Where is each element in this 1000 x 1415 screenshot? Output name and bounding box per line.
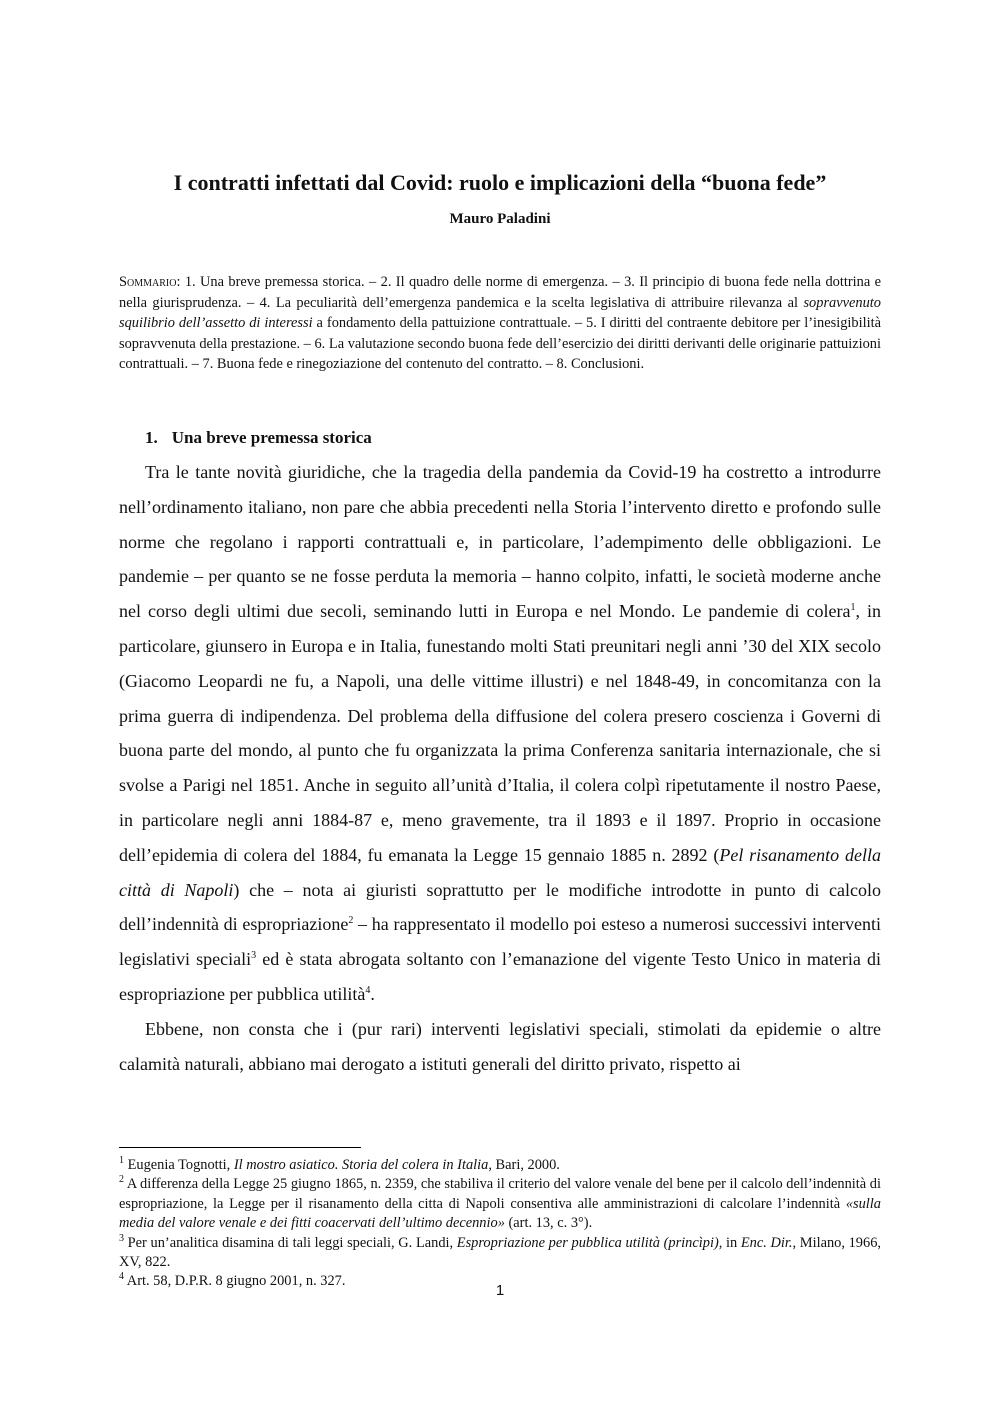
paper-title: I contratti infettati dal Covid: ruolo e implicazioni della “buona fede” [173, 170, 827, 195]
footnote-mark: 1 [119, 1155, 124, 1167]
footnote-text: , Milano, 1966, XV, 822. [119, 1234, 881, 1271]
footnote-divider [119, 1147, 361, 1148]
paragraph-1-text: ) che – nota ai giuristi soprattutto per le modifiche introdotte in punto di calcolo dell’indennità di espropriazione [119, 879, 881, 935]
summary-block [119, 272, 881, 375]
footnote-text: , Bari, 2000. [488, 1157, 560, 1173]
section-heading [145, 428, 386, 448]
summary-label: Sommario [119, 274, 177, 290]
footnote-text: (art. 13, c. 3°). [504, 1215, 593, 1232]
footnote-text: Eugenia Tognotti, [124, 1157, 234, 1173]
footnote-mark: 4 [119, 1271, 124, 1283]
footnote-italic: Enc. Dir. [740, 1234, 793, 1251]
footnote-italic: Il mostro asiatico. Storia del colera in Italia [233, 1157, 489, 1173]
footnote-text: , in [718, 1234, 741, 1251]
body-text [119, 455, 881, 1081]
footnote-italic: Espropriazione per pubblica utilità (princìpi) [456, 1234, 719, 1251]
footnote-italic: «sulla media del valore venale e dei fitti coacervati dell’ultimo decennio» [119, 1195, 881, 1232]
summary-text-2: a fondamento della pattuizione contrattuale. – 5. I diritti del contraente debitore per l’inesigibilità sopravvenuta della prestazione. – 6. La valutazione secondo buona fede dell’esercizio dei diritti derivanti delle originarie pattuizioni contrattuali. – 7. Buona fede e rinegoziazione del contenuto del contratto. – 8. Conclusioni. [119, 315, 881, 372]
section-number: 1. [145, 428, 158, 447]
paragraph-1-text: Tra le tante novità giuridiche, che la tragedia della pandemia da Covid-19 ha costretto a introdurre nell’ordinamento italiano, non pare che abbia precedenti nella Storia l’intervento diretto e profondo sulle norme che regolano i rapporti contrattuali e, in particolare, l’adempimento delle obbligazioni. Le pandemie – per quanto se ne fosse perduta la memoria – hanno colpito, infatti, le società moderne anche nel corso degli ultimi due secoli, seminando lutti in Europa e nel Mondo. Le pandemie di colera [119, 462, 881, 622]
footnote-2 [119, 1175, 881, 1233]
footnote-3 [119, 1234, 881, 1273]
footnote-text: A differenza della Legge 25 giugno 1865, n. 2359, che stabiliva il criterio del valore venale del bene per il calcolo dell’indennità di espropriazione, la Legge per il risanamento della citta di Napoli consentiva alle amministrazioni di calcolare l’indennità [119, 1176, 881, 1212]
paragraph-1-text: – ha rappresentato il modello poi esteso a numerosi successivi interventi legislativi speciali [119, 914, 881, 970]
author-name: Mauro Paladini [449, 211, 551, 227]
summary-text-1: : 1. Una breve premessa storica. – 2. Il quadro delle norme di emergenza. – 3. Il principio di buona fede nella dottrina e nella giurisprudenza. – 4. La peculiarità dell’emergenza pandemica e la scelta legislativa di attribuire rilevanza al [119, 274, 881, 311]
paragraph-1-text: ed è stata abrogata soltanto con l’emanazione del vigente Testo Unico in materia di espropriazione per pubblica utilità [119, 949, 881, 1004]
footnote-ref-2[interactable]: 2 [348, 915, 354, 927]
footnotes [119, 1156, 881, 1292]
paragraph-1-text: . [370, 983, 375, 1004]
footnote-text: Art. 58, D.P.R. 8 giugno 2001, n. 327. [124, 1273, 346, 1290]
page-number: 1 [495, 1282, 505, 1299]
paragraph-1-text: , in particolare, giunsero in Europa e in Italia, funestando molti Stati preunitari negli anni ’30 del XIX secolo (Giacomo Leopardi ne fu, a Napoli, una delle vittime illustri) e nel 1848-49, in concomitanza con la prima guerra di indipendenza. Del problema della diffusione del colera presero coscienza i Governi di buona parte del mondo, al punto che fu organizzata la prima Conferenza sanitaria internazionale, che si svolse a Parigi nel 1851. Anche in seguito all’unità d’Italia, il colera colpì ripetutamente il nostro Paese, in particolare negli anni 1884-87 e, meno gravemente, tra il 1893 e il 1897. Proprio in occasione dell’epidemia di colera del 1884, fu emanata la Legge 15 gennaio 1885 n. 2892 ( [119, 601, 881, 865]
footnote-mark: 3 [119, 1232, 124, 1244]
paragraph-1 [119, 455, 881, 1012]
footnote-mark: 2 [119, 1174, 124, 1186]
footnote-1 [119, 1156, 881, 1175]
footnote-ref-1[interactable]: 1 [850, 602, 856, 614]
section-title: Una breve premessa storica [171, 428, 372, 447]
summary-italic: sopravvenuto squilibrio dell’assetto di interessi [119, 294, 881, 331]
footnote-ref-3[interactable]: 3 [251, 950, 257, 962]
paragraph-2: Ebbene, non consta che i (pur rari) interventi legislativi speciali, stimolati da epidemie o altre calamità naturali, abbiano mai derogato a istituti generali del diritto privato, rispetto ai [119, 1018, 881, 1074]
footnote-ref-4[interactable]: 4 [365, 984, 371, 996]
paragraph-1-italic: Pel risanamento della città di Napoli [119, 844, 881, 900]
footnote-text: Per un’analitica disamina di tali leggi speciali, G. Landi, [124, 1234, 457, 1251]
